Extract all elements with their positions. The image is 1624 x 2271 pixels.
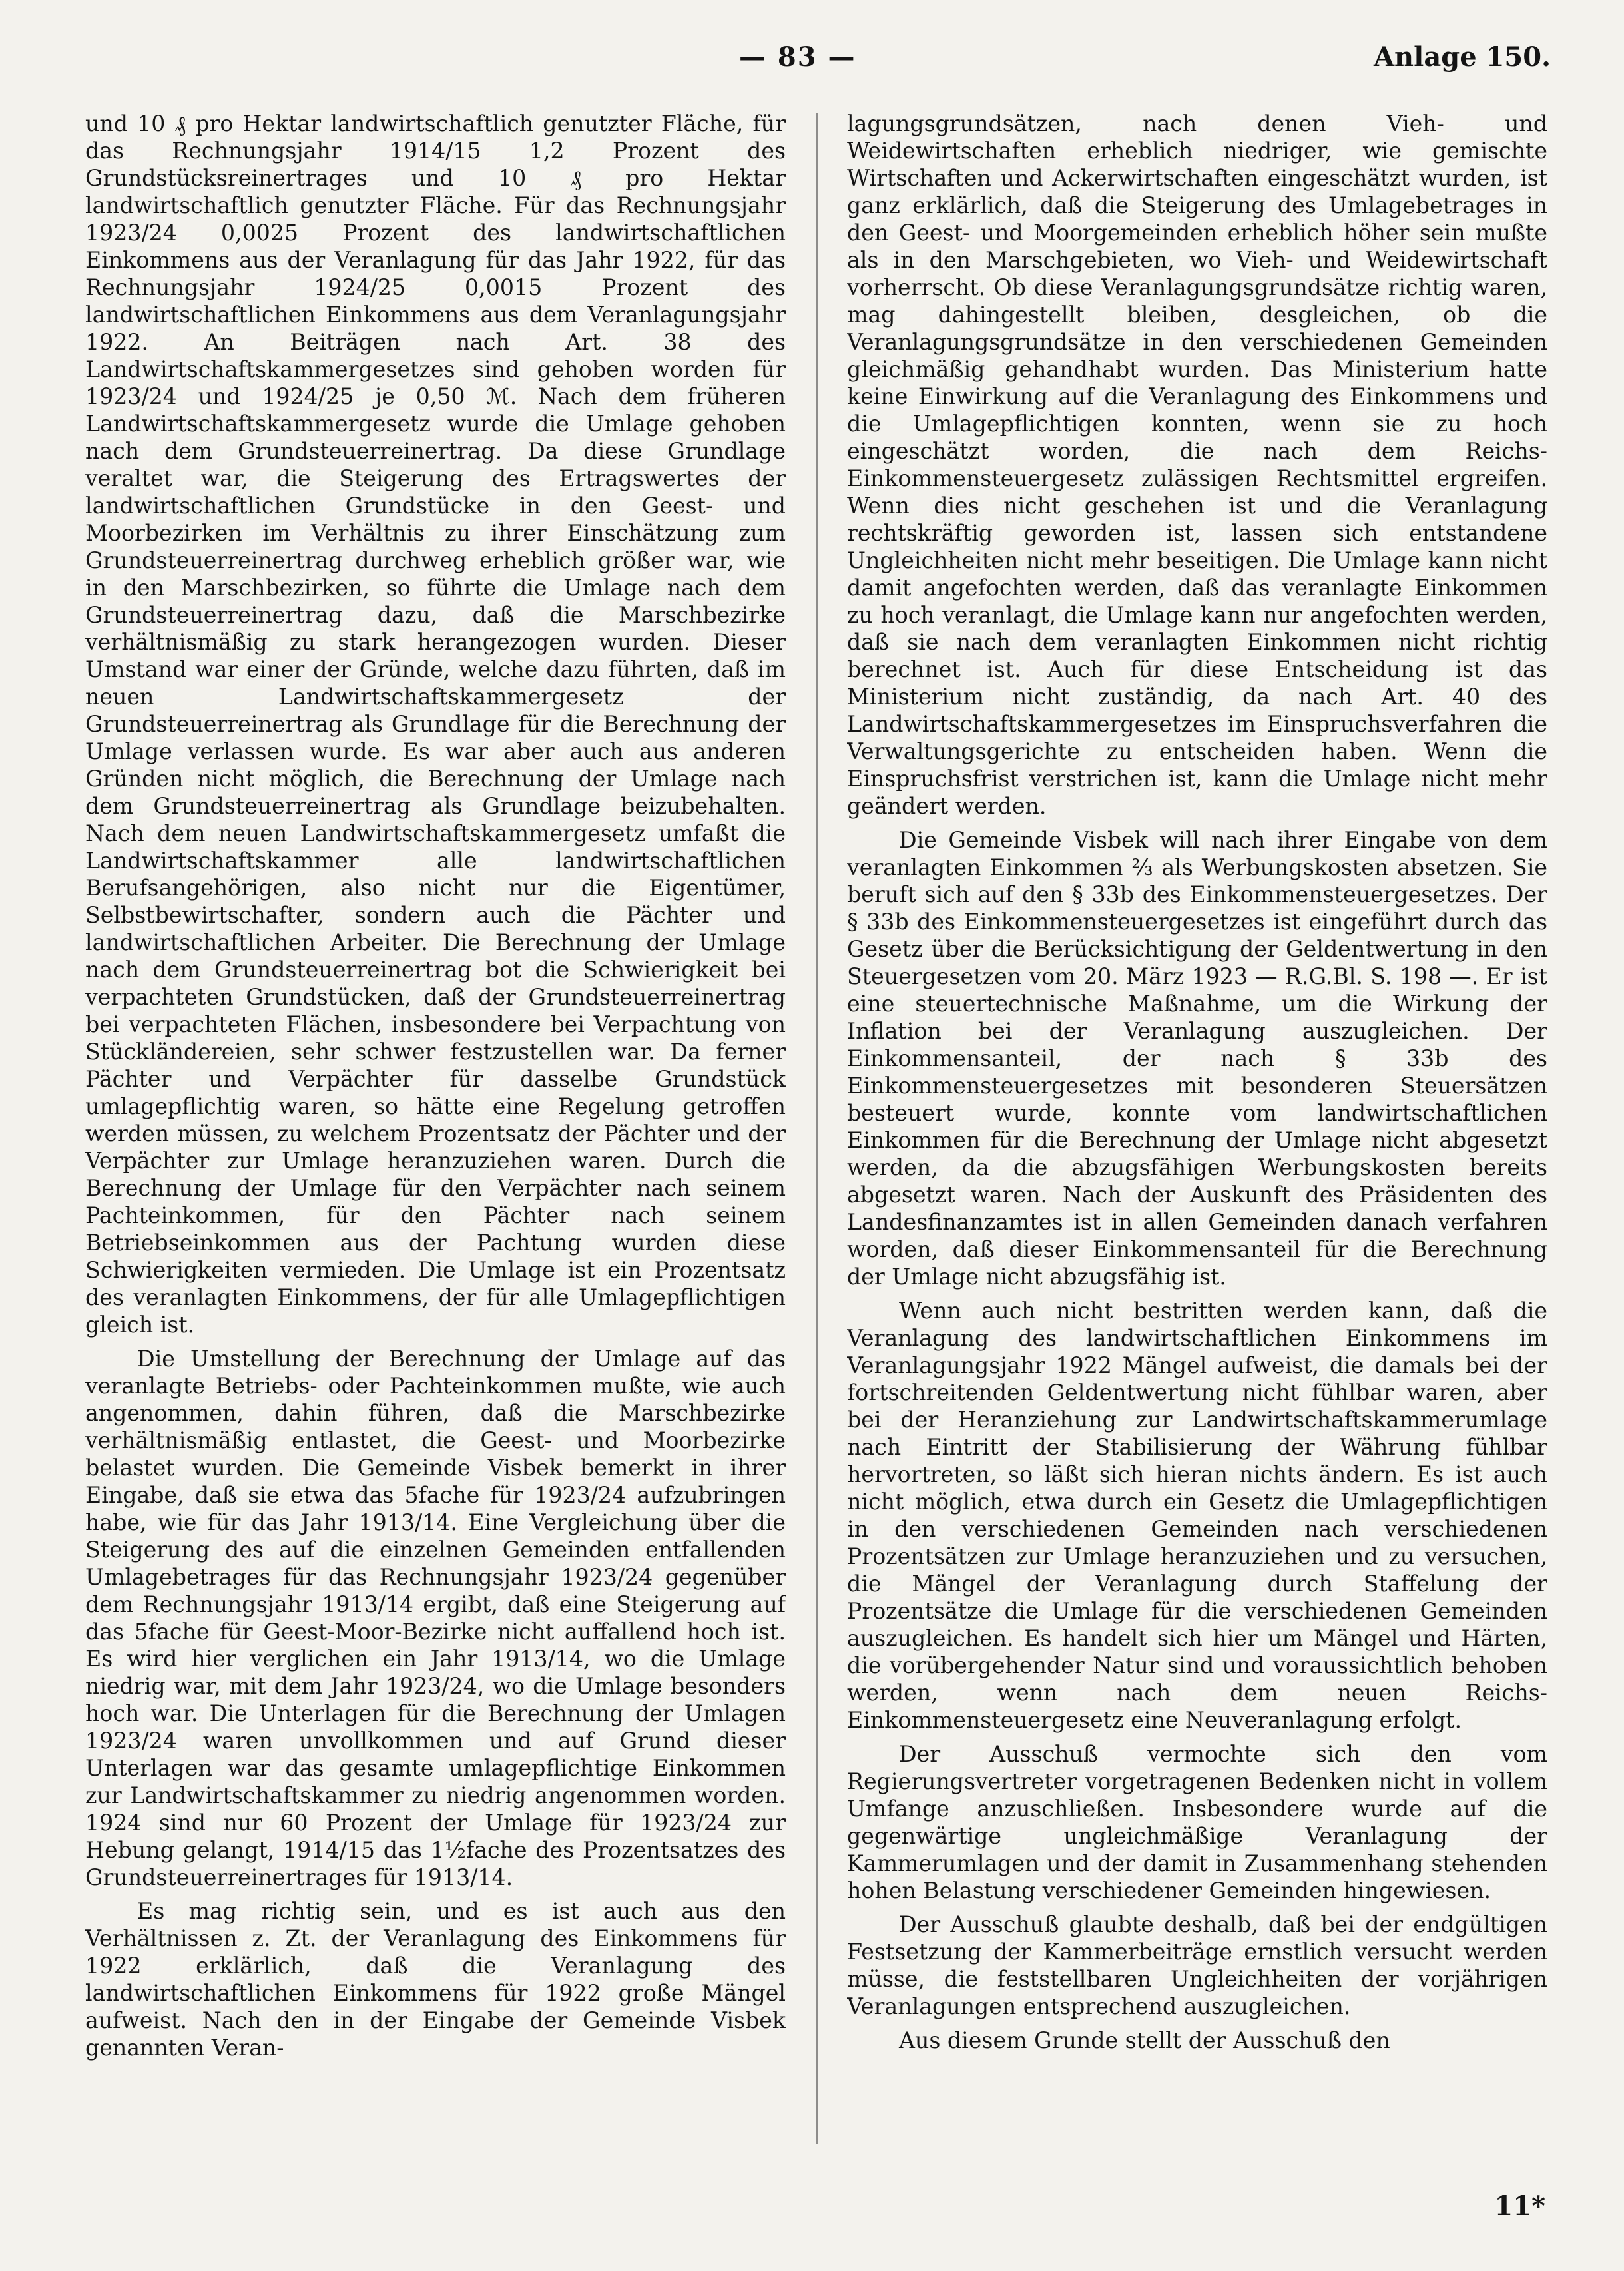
left-column (85, 110, 786, 2141)
right-paragraph: Wenn auch nicht bestritten werden kann, daß die Veranlagung des landwirtschaftlichen Einkommens im Veranlagungsjahr 1922 Mängel aufweist, die damals bei der fortschreitenden Geldentwertung nicht fühlbar waren, aber bei der Heranziehung zur Landwirtschaftskammerumlage nach Eintritt der Stabilisierung der Währung fühlbar hervortreten, so läßt sich hieran nichts ändern. Es ist auch nicht möglich, etwa durch ein Gesetz die Umlagepflichtigen in den verschiedenen Gemeinden nach verschiedenen Prozentsätzen zur Umlage heranzuziehen und zu versuchen, die Mängel der Veranlagung durch Staffelung der Prozentsätze die Umlage für die verschiedenen Gemeinden auszugleichen. Es handelt sich hier um Mängel und Härten, die vorübergehender Natur sind und voraussichtlich behoben werden, wenn nach dem neuen Reichs-Einkommensteuergesetz eine Neuveranlagung erfolgt. (847, 1298, 1547, 1733)
right-paragraph: Der Ausschuß vermochte sich den vom Regierungsvertreter vorgetragenen Bedenken nicht in vollem Umfange anzuschließen. Insbesondere wurde auf die gegenwärtige ungleichmäßige Veranlagung der Kammerumlagen und der damit in Zusammenhang stehenden hohen Belastung verschiedener Gemeinden hingewiesen. (847, 1741, 1547, 1903)
page-number: — 83 — (739, 41, 856, 73)
right-column (847, 110, 1547, 2141)
left-paragraph: und 10 ₰ pro Hektar landwirtschaftlich genutzter Fläche, für das Rechnungsjahr 1914/15 1,2 Prozent des Grundstücksreinertrages und 10 ₰ pro Hektar landwirtschaftlich genutzter Fläche. Für das Rechnungsjahr 1923/24 0,0025 Prozent des landwirtschaftlichen Einkommens aus der Veranlagung für das Jahr 1922, für das Rechnungsjahr 1924/25 0,0015 Prozent des landwirtschaftlichen Einkommens aus dem Veranlagungsjahr 1922. An Beiträgen nach Art. 38 des Landwirtschaftskammergesetzes sind gehoben worden für 1923/24 und 1924/25 je 0,50 ℳ. Nach dem früheren Landwirtschaftskammergesetz wurde die Umlage gehoben nach dem Grundsteuerreinertrag. Da diese Grundlage veraltet war, die Steigerung des Ertragswertes der landwirtschaftlichen Grundstücke in den Geest- und Moorbezirken im Verhältnis zu ihrer Einschätzung zum Grundsteuerreinertrag durchweg erheblich größer war, wie in den Marschbezirken, so führte die Umlage nach dem Grundsteuerreinertrag dazu, daß die Marschbezirke verhältnismäßig zu stark herangezogen wurden. Dieser Umstand war einer der Gründe, welche dazu führten, daß im neuen Landwirtschaftskammergesetz der Grundsteuerreinertrag als Grundlage für die Berechnung der Umlage verlassen wurde. Es war aber auch aus anderen Gründen nicht möglich, die Berechnung der Umlage nach dem Grundsteuerreinertrag als Grundlage beizubehalten. Nach dem neuen Landwirtschaftskammergesetz umfaßt die Landwirtschaftskammer alle landwirtschaftlichen Berufsangehörigen, also nicht nur die Eigentümer, Selbstbewirtschafter, sondern auch die Pächter und landwirtschaftlichen Arbeiter. Die Berechnung der Umlage nach dem Grundsteuerreinertrag bot die Schwierigkeit bei verpachteten Grundstücken, daß der Grundsteuerreinertrag bei verpachteten Flächen, insbesondere bei Verpachtung von Stückländereien, sehr schwer festzustellen war. Da ferner Pächter und Verpächter für dasselbe Grundstück umlagepflichtig waren, so hätte eine Regelung getroffen werden müssen, zu welchem Prozentsatz der Pächter und der Verpächter zur Umlage heranzuziehen waren. Durch die Berechnung der Umlage für den Verpächter nach seinem Pachteinkommen, für den Pächter nach seinem Betriebseinkommen aus der Pachtung wurden diese Schwierigkeiten vermieden. Die Umlage ist ein Prozentsatz des veranlagten Einkommens, der für alle Umlagepflichtigen gleich ist. (85, 111, 786, 1338)
sheet-signature: 11* (1494, 2190, 1545, 2222)
left-paragraph: Es mag richtig sein, und es ist auch aus den Verhältnissen z. Zt. der Veranlagung des Einkommens für 1922 erklärlich, daß die Veranlagung des landwirtschaftlichen Einkommens für 1922 große Mängel aufweist. Nach den in der Eingabe der Gemeinde Visbek genannten Veran- (85, 1898, 786, 2061)
right-paragraph: Aus diesem Grunde stellt der Ausschuß den (899, 2027, 1390, 2053)
left-paragraph: Die Umstellung der Berechnung der Umlage auf das veranlagte Betriebs- oder Pachteinkommen mußte, wie auch angenommen, dahin führen, daß die Marschbezirke verhältnismäßig entlastet, die Geest- und Moorbezirke belastet wurden. Die Gemeinde Visbek bemerkt in ihrer Eingabe, daß sie etwa das 5fache für 1923/24 aufzubringen habe, wie für das Jahr 1913/14. Eine Vergleichung über die Steigerung des auf die einzelnen Gemeinden entfallenden Umlagebetrages für das Rechnungsjahr 1923/24 gegenüber dem Rechnungsjahr 1913/14 ergibt, daß eine Steigerung auf das 5fache für Geest-Moor-Bezirke nicht auffallend hoch ist. Es wird hier verglichen ein Jahr 1913/14, wo die Umlage niedrig war, mit dem Jahr 1923/24, wo die Umlage besonders hoch war. Die Unterlagen für die Berechnung der Umlagen 1923/24 waren unvollkommen und auf Grund dieser Unterlagen war das gesamte umlagepflichtige Einkommen zur Landwirtschaftskammer zu niedrig angenommen worden. 1924 sind nur 60 Prozent der Umlage für 1923/24 zur Hebung gelangt, 1914/15 das 1½fache des Prozentsatzes des Grundsteuerreinertrages für 1913/14. (85, 1346, 786, 1890)
page-header (0, 41, 1624, 81)
right-paragraph: Der Ausschuß glaubte deshalb, daß bei der endgültigen Festsetzung der Kammerbeiträge ernstlich versucht werden müsse, die feststellbaren Ungleichheiten der vorjährigen Veranlagungen entsprechend auszugleichen. (847, 1911, 1547, 2019)
annex-label: Anlage 150. (1374, 41, 1551, 73)
right-paragraph: Die Gemeinde Visbek will nach ihrer Eingabe von dem veranlagten Einkommen ⅔ als Werbungskosten absetzen. Sie beruft sich auf den § 33b des Einkommensteuergesetzes. Der § 33b des Einkommensteuergesetzes ist eingeführt durch das Gesetz über die Berücksichtigung der Geldentwertung in den Steuergesetzen vom 20. März 1923 — R.G.Bl. S. 198 —. Er ist eine steuertechnische Maßnahme, um die Wirkung der Inflation bei der Veranlagung auszugleichen. Der Einkommensanteil, der nach § 33b des Einkommensteuergesetzes mit besonderen Steuersätzen besteuert wurde, konnte vom landwirtschaftlichen Einkommen für die Berechnung der Umlage nicht abgesetzt werden, da die abzugsfähigen Werbungskosten bereits abgesetzt waren. Nach der Auskunft des Präsidenten des Landesfinanzamtes ist in allen Gemeinden danach verfahren worden, daß dieser Einkommensanteil für die Berechnung der Umlage nicht abzugsfähig ist. (847, 827, 1547, 1290)
right-paragraph: lagungsgrundsätzen, nach denen Vieh- und Weidewirtschaften erheblich niedriger, wie gemischte Wirtschaften und Ackerwirtschaften eingeschätzt wurden, ist ganz erklärlich, daß die Steigerung des Umlagebetrages in den Geest- und Moorgemeinden erheblich höher sein mußte als in den Marschgebieten, wo Vieh- und Weidewirtschaft vorherrscht. Ob diese Veranlagungsgrundsätze richtig waren, mag dahingestellt bleiben, desgleichen, ob die Veranlagungsgrundsätze in den verschiedenen Gemeinden gleichmäßig gehandhabt wurden. Das Ministerium hatte keine Einwirkung auf die Veranlagung des Einkommens und die Umlagepflichtigen konnten, wenn sie zu hoch eingeschätzt worden, die nach dem Reichs-Einkommensteuergesetz zulässigen Rechtsmittel ergreifen. Wenn dies nicht geschehen ist und die Veranlagung rechtskräftig geworden ist, lassen sich entstandene Ungleichheiten nicht mehr beseitigen. Die Umlage kann nicht damit angefochten werden, daß das veranlagte Einkommen zu hoch veranlagt, die Umlage kann nur angefochten werden, daß sie nach dem veranlagten Einkommen nicht richtig berechnet ist. Auch für diese Entscheidung ist das Ministerium nicht zuständig, da nach Art. 40 des Landwirtschaftskammergesetzes im Einspruchsverfahren die Verwaltungsgerichte zu entscheiden haben. Wenn die Einspruchsfrist verstrichen ist, kann die Umlage nicht mehr geändert werden. (847, 111, 1547, 819)
column-divider (816, 113, 818, 2144)
